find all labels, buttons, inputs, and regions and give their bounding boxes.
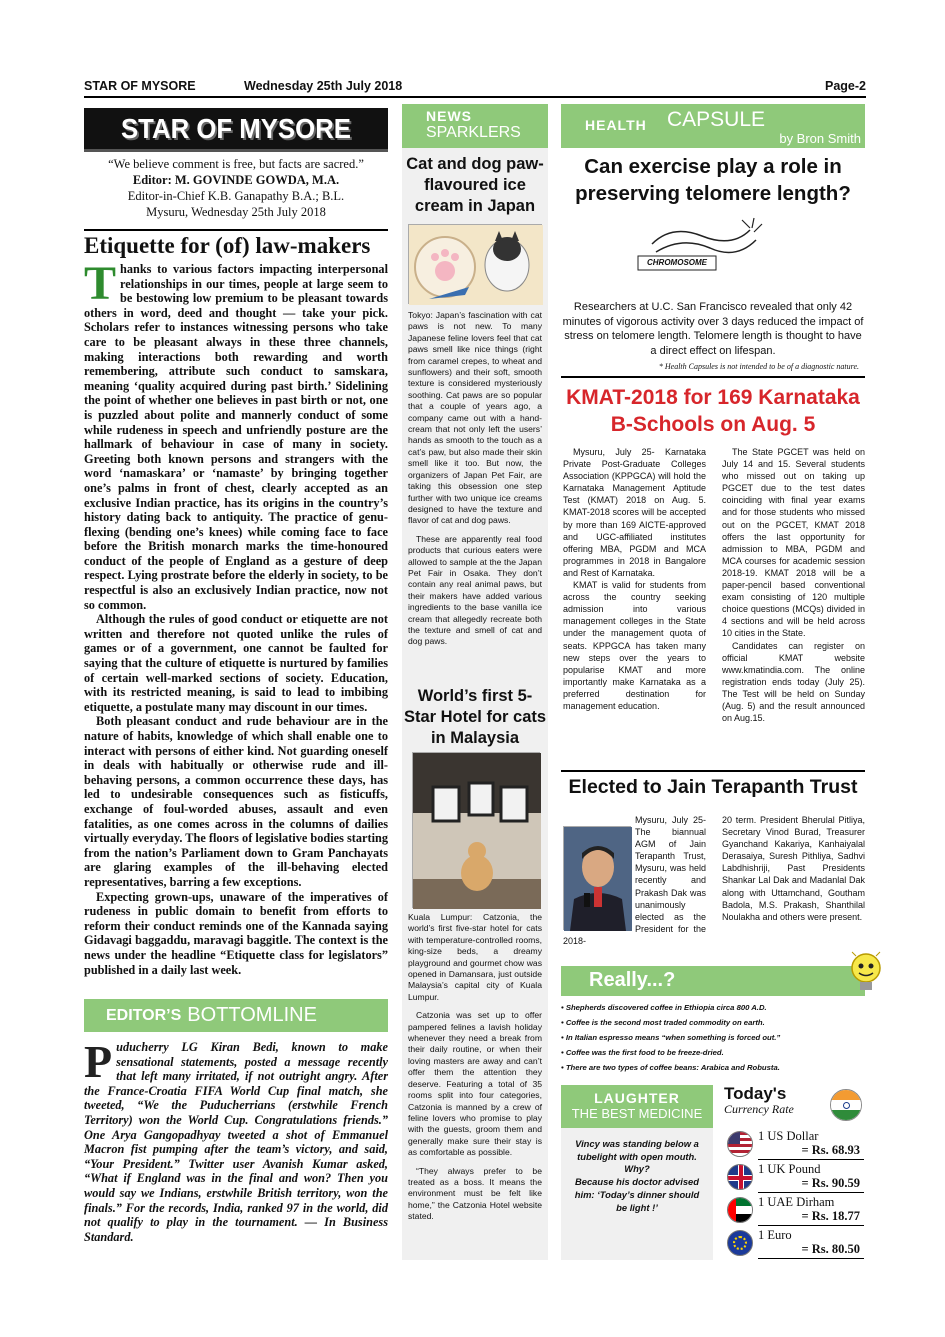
laughter-label-a: LAUGHTER <box>594 1090 680 1106</box>
kmat-title: KMAT-2018 for 169 Karnataka B-Schools on Aug. 5 <box>566 386 860 436</box>
jain-column-2 <box>722 814 865 923</box>
editorial-dropcap: T <box>84 257 117 310</box>
editorial-paragraph: Although the rules of good conduct or etiquette are not written and therefore not quoted unlike the rules of games or of a government, one cannot be faulted for saying that the culture of etiquette is nurtured by families of certain well-marked sections of society. Education, with its restricted meaning, is said to lead to imbibing etiquette, a postulate many may discount in our times. <box>84 612 388 714</box>
cat-hotel-illustration <box>413 753 541 909</box>
cat-icecream-photo <box>408 224 542 304</box>
news-sparklers-header <box>402 104 548 148</box>
currency-name: 1 UAE Dirham <box>758 1195 835 1209</box>
currency-row <box>724 1228 864 1260</box>
really-list <box>561 1000 865 1075</box>
masthead-editor-in-chief: Editor-in-Chief K.B. Ganapathy B.A.; B.L. <box>127 189 345 203</box>
currency-value: = Rs. 90.59 <box>801 1176 860 1190</box>
page-header <box>84 76 866 98</box>
joke-line: Vincy was standing below a tubelight with open mouth. <box>575 1138 699 1162</box>
cat-icecream-illustration <box>409 225 543 305</box>
kmat-column-1 <box>563 446 706 712</box>
news-label-a: NEWS <box>426 108 472 124</box>
really-header: Really...? <box>561 966 865 996</box>
bottomline-label-b: BOTTOMLINE <box>187 1004 317 1026</box>
chromosome-diagram <box>632 214 772 276</box>
list-item: • Coffee is the second most traded commodity on earth. <box>561 1018 765 1028</box>
chromosome-label: CHROMOSOME <box>647 258 707 267</box>
editorial-title: Etiquette for (of) law-makers <box>84 229 388 259</box>
lightbulb-icon <box>846 950 886 998</box>
really-item-text: In Italian espresso means “when something is forced out.” <box>565 1033 781 1043</box>
health-byline: by Bron Smith <box>779 131 861 146</box>
list-item: • Shepherds discovered coffee in Ethiopia circa 800 A.D. <box>561 1003 767 1012</box>
uk-flag-icon <box>727 1164 753 1190</box>
really-item-text: Shepherds discovered coffee in Ethiopia circa 800 A.D. <box>565 1003 767 1012</box>
jain-column-1 <box>563 814 706 947</box>
header-page-number: Page-2 <box>825 79 866 93</box>
bottomline-label-a: EDITOR’S <box>106 1006 182 1024</box>
laughter-box <box>561 1128 713 1260</box>
cat-hotel-photo <box>412 752 540 908</box>
story2-paragraph: Catzonia was set up to offer pampered felines a lavish holiday whenever they need a break from their daily routine, or when their loving masters are away and can’t offer them the attention they deserve. Featuring a total of 35 rooms split into four categories, Catzonia is manned by a crew of feline lovers who promise to play with the guests, groom them and generally make sure their stay is as comfortable as possible. <box>408 1010 542 1158</box>
masthead-motto: “We believe comment is free, but facts are sacred.” <box>108 157 364 171</box>
story1-paragraph: Tokyo: Japan’s fascination with cat paws is not new. To many Japanese feline lovers feel that cat paws smell like nice things (right from caramel crepes, to wheat and sunflowers) and their soft, smooth texture is considered mysteriously soothing. Cat paws are so popular that a couple of years ago, a company came out with a hand-cream that not only left the users’ hands as smooth to the touch as a cat’s paw, but also made their skin smell like it too. But now, the organizers of Japan Pet Fair, are taking this obsession one step further with two unique ice creams designed to have the texture and flavor of cat and dog paws. <box>408 310 542 526</box>
editorial-paragraph: hanks to various factors impacting interpersonal relationships in our times, people at large seem to be bestowing low premium to be pleasant towards others in word, deed and thought — take your pick. Scholars refer to instances witnessing persons who take care to be pleasant always in these three channels, making interactions both rewarding and worth remembering, attribute such conduct to samskara, meaning ‘quality acquired during past birth.’ Sidelining the point of whether one believes in past birth or not, one is puzzled about polite and mannerly conduct of some while rudeness in speech and unfriendly posture are the hallmark of behaviour in case of many in society. Greeting both known persons and strangers with the word ‘namaskara’ or ‘namaste’ by bringing together one’s palms in front of chest, clearly accepted as an exclusive Indian practice, has its origins in the country’s history dating back to antiquity. The practice of genu-flexing (bending one’s knees) while coming face to face before the British monarch marks the time-honoured conduct of the people of England as a gesture of deep respect. Lying prostrate before the elderly in society, to be respectful is also an exclusively Indian practice, now not so common. <box>84 262 388 612</box>
laughter-label-b: THE BEST MEDICINE <box>571 1106 703 1121</box>
story1-body <box>408 310 542 655</box>
editorial-paragraph: Expecting grown-ups, unaware of the imperatives of rudeness in public domain to benefit from efforts to reform their conduct reminds one of the Kannada saying Gidavagi baggaddu, maravagi baggitle. The context is the news under the headline “Etiquette class for legislators” published in a daily last week. <box>84 889 388 977</box>
story2-paragraph: Kuala Lumpur: Catzonia, the world’s first five-star hotel for cats with temperature-controlled rooms, king-size beds, a dreamy playground and gourmet chow was opened in Damansara, just outside Malaysia’s capital city of Kuala Lumpur. <box>408 912 542 1002</box>
bulb-icon <box>846 950 886 998</box>
list-item: • Coffee was the first food to be freeze-dried. <box>561 1048 724 1058</box>
kmat-paragraph: KMAT is valid for students from across the country seeking admission into various management colleges in the State under the management quota of seats. KPPGCA has taken many new steps over the years to popularise KMAT and more importantly make Karnataka as a preferred destination for management education. <box>563 580 706 711</box>
story2-paragraph: “They always prefer to be treated as a boss. It means the environment must be felt like home,” the Catzonia Hotel website stated. <box>408 1165 542 1222</box>
kmat-paragraph: The State PGCET was held on July 14 and 15. Several students who missed out on taking up PGCET due to the test dates coinciding with final year exams and for those students who missed out on the PGCET, KMAT 2018 offers the last opportunity for admission to MBA, PGDM and MCA courses for academic session 2018-19. KMAT 2018 will be a paper-pencil based conventional exam consisting of 120 multiple choice questions (MCQs) divided in 4 sections and will be held across 10 cities in the State. <box>722 447 865 639</box>
header-paper-name: STAR OF MYSORE <box>84 79 196 93</box>
list-item: • In Italian espresso means “when something is forced out.” <box>561 1033 781 1043</box>
story1-paragraph: These are apparently real food products that curious eaters were allowed to sample at the the Japan Pet Fair in Osaka. They don’t contain any real animal paws, but their makers have added various ingredients to the base vanilla ice cream that allegedly recreate both the texture and smell of cat and dog paws. <box>408 533 542 647</box>
currency-value: = Rs. 68.93 <box>801 1143 860 1157</box>
editorial-body <box>84 257 388 977</box>
really-item-text: There are two types of coffee beans: Arabica and Robusta. <box>565 1063 780 1073</box>
header-date: Wednesday 25th July 2018 <box>244 79 403 93</box>
joke-line: Because his doctor advised him: ‘Today’s dinner should be light !’ <box>574 1176 700 1213</box>
masthead-editor: Editor: M. GOVINDE GOWDA, M.A. <box>132 173 340 187</box>
health-label-a: HEALTH <box>585 117 647 133</box>
us-flag-icon <box>727 1131 753 1157</box>
currency-name: 1 UK Pound <box>758 1162 821 1176</box>
currency-row <box>724 1162 864 1194</box>
joke-line: Why? <box>624 1163 650 1175</box>
health-text: Researchers at U.C. San Francisco revealed that only 42 minutes of vigorous activity over 3 days reduced the impact of stress on telomere length. Telomere length is thought to have a direct effect on lifespan. <box>562 301 864 357</box>
section-divider <box>561 376 865 378</box>
currency-row <box>724 1195 864 1227</box>
kmat-paragraph: Candidates can register on official KMAT website www.kmatindia.com. The online registration ends today (July 25). The Test will be held on Sunday (Aug. 5) and the result announced on Aug.15. <box>722 640 865 724</box>
currency-value: = Rs. 18.77 <box>801 1209 860 1223</box>
laughter-header <box>561 1085 713 1128</box>
currency-row <box>724 1129 864 1161</box>
masthead-info <box>84 156 388 220</box>
currency-value: = Rs. 80.50 <box>801 1242 860 1256</box>
story2-title: World’s first 5-Star Hotel for cats in Malaysia <box>403 687 547 747</box>
masthead-logo-text: STAR OF MYSORE <box>121 112 351 144</box>
bottomline-header <box>84 999 388 1032</box>
currency-rate-box <box>724 1085 864 1261</box>
currency-name: 1 US Dollar <box>758 1129 819 1143</box>
health-capsule-header <box>561 104 865 148</box>
kmat-column-2 <box>722 446 865 724</box>
editorial-paragraph: Both pleasant conduct and rude behaviour are in the nature of habits, knowledge of which shall enable one to interact with persons of either kind. Not guarding oneself in deals with habitually or otherwise rude and ill-behaving persons, a common occurrence these days, has led to undesirable consequences such as fisticuffs, exchange of foul-worded abuses, assault and even fatalities, as one comes across in the columns of dailies virtually everyday. The floors of legislative bodies starting from the nation’s Parliament down to Gram Panchayats are glaring examples of the ill-behaving elected representatives, barring a few exceptions. <box>84 714 388 889</box>
really-item-text: Coffee was the first food to be freeze-dried. <box>565 1048 724 1058</box>
jain-title: Elected to Jain Terapanth Trust <box>568 776 858 798</box>
jain-text-2: 20 term. President Bherulal Pitliya, Secretary Vinod Burad, Treasurer Gyanchand Kakariya, Kanhaiyalal Derasaiya, Suresh Pithliya, Sadhvi Labdhishriji, Past Presidents Shankar Lal Dak and Madanlal Dak along with Uttamchand, Goutham Badola, M.S. Prakash, Shanthilal Noulakha and others were present. <box>722 815 865 922</box>
currency-title: Today's <box>724 1084 787 1103</box>
kmat-paragraph: Mysuru, July 25- Karnataka Private Post-Graduate Colleges Association (KPPGCA) will hold the Karnataka Management Aptitude Test (KMAT) 2018 on Aug. 5. KMAT-2018 scores will be accepted by more than 169 AICTE-approved and UGC-affiliated institutes offering MBA, PGDM and MCA programmes in 2018 in Bangalore and Rest of Karnataka. <box>563 447 706 578</box>
india-flag-icon <box>830 1089 862 1121</box>
bottomline-body <box>84 1036 388 1244</box>
jain-text-1: Mysuru, July 25- The biannual AGM of Jain Terapanth Trust, Mysuru, was held recently and Prakash Dak was unanimously elected as the President for the 2018- <box>563 815 706 946</box>
health-title: Can exercise play a role in preserving telomere length? <box>575 155 851 205</box>
really-item-text: Coffee is the second most traded commodity on earth. <box>565 1018 765 1028</box>
masthead-dateline: Mysuru, Wednesday 25th July 2018 <box>146 205 326 219</box>
section-divider <box>561 770 865 772</box>
news-label-b: SPARKLERS <box>426 124 521 141</box>
eu-flag-icon <box>727 1230 753 1256</box>
story2-body <box>408 912 542 1230</box>
currency-name: 1 Euro <box>758 1228 792 1242</box>
health-label-b: CAPSULE <box>667 108 766 131</box>
currency-subtitle: Currency Rate <box>724 1102 794 1116</box>
list-item: • There are two types of coffee beans: Arabica and Robusta. <box>561 1063 780 1073</box>
uae-flag-icon <box>727 1197 753 1223</box>
health-note: * Health Capsules is not intended to be of a diagnostic nature. <box>658 362 859 371</box>
masthead-logo <box>84 108 388 152</box>
bottomline-dropcap: P <box>84 1036 113 1087</box>
photo-spacer <box>563 814 635 930</box>
bottomline-text: uducherry LG Kiran Bedi, known to make sensational statements, posted a message recently that left many irritated, if not outright angry. After the France-Croatia FIFA World Cup final match, she tweeted, “We the Puducherrians (erstwhile French Territory) won the World Cup. Congratulations friends.” One Arya Gangopadhyay tweeted a shot of Emmanuel Macron fist pumping after the team’s victory, and said, “Your President.” Twitter user Avanish Kumar asked, “What if England was in the final and won? Then you would say we Indians, erstwhile British territory, won the finals.” For the records, India, ranked 97 in the world, did not qualify to play in the tournament. — In Business Standard. <box>84 1040 388 1244</box>
story1-title: Cat and dog paw-flavoured ice cream in Japan <box>406 155 544 215</box>
